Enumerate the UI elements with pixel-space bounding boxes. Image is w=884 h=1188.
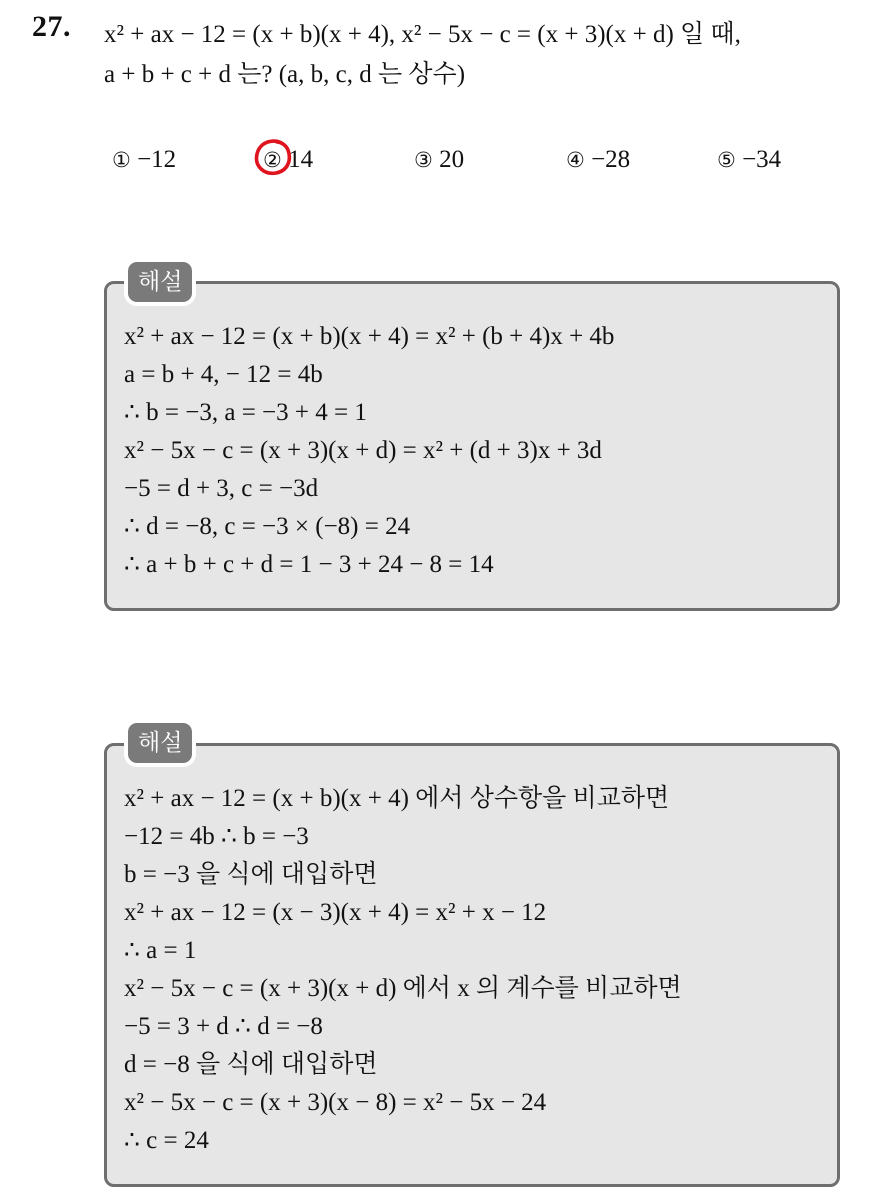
question-text-line-2: a + b + c + d 는? (a, b, c, d 는 상수) [104, 61, 466, 88]
choice-1-value: −12 [137, 146, 177, 173]
solution-2-line: d = −8 을 식에 대입하면 [124, 1051, 378, 1078]
solution-1-lines [124, 318, 614, 584]
choice-3[interactable] [414, 146, 464, 174]
choice-2-value: 14 [288, 146, 314, 173]
choice-4-value: −28 [591, 146, 631, 173]
solution-2-line: −5 = 3 + d ∴ d = −8 [124, 1013, 323, 1040]
solution-1-line: x² − 5x − c = (x + 3)(x + d) = x² + (d + 3)x + 3d [124, 437, 602, 464]
choice-2-mark: ② [263, 148, 282, 172]
choice-3-mark: ③ [414, 148, 433, 172]
solution-2-line: b = −3 을 식에 대입하면 [124, 861, 378, 888]
solution-2-lines [124, 780, 682, 1160]
choice-1[interactable] [112, 146, 176, 174]
choice-5[interactable] [717, 146, 781, 174]
solution-1-line: ∴ b = −3, a = −3 + 4 = 1 [124, 399, 367, 426]
solution-2-line: −12 = 4b ∴ b = −3 [124, 823, 309, 850]
choice-1-mark: ① [112, 148, 131, 172]
solution-2-line: ∴ c = 24 [124, 1127, 209, 1154]
solution-2-line: x² − 5x − c = (x + 3)(x − 8) = x² − 5x − 24 [124, 1089, 547, 1116]
solution-1-line: −5 = d + 3, c = −3d [124, 475, 319, 502]
choice-5-mark: ⑤ [717, 148, 736, 172]
choice-2[interactable] [263, 146, 313, 174]
solution-2-line: x² − 5x − c = (x + 3)(x + d) 에서 x 의 계수를 비교하면 [124, 975, 682, 1002]
question-text-line-1: x² + ax − 12 = (x + b)(x + 4), x² − 5x − c = (x + 3)(x + d) 일 때, [104, 21, 741, 48]
choice-4[interactable] [566, 146, 630, 174]
solution-2-line: ∴ a = 1 [124, 937, 197, 964]
question-number: 27. [32, 10, 71, 43]
solution-1-line: x² + ax − 12 = (x + b)(x + 4) = x² + (b + 4)x + 4b [124, 323, 615, 350]
solution-2-line: x² + ax − 12 = (x + b)(x + 4) 에서 상수항을 비교하면 [124, 785, 670, 812]
choice-5-value: −34 [742, 146, 782, 173]
answer-choices [0, 146, 884, 182]
solution-2-line: x² + ax − 12 = (x − 3)(x + 4) = x² + x − 12 [124, 899, 547, 926]
solution-tag-1: 해설 [128, 262, 192, 302]
choice-3-value: 20 [439, 146, 465, 173]
choice-4-mark: ④ [566, 148, 585, 172]
solution-1-line: ∴ d = −8, c = −3 × (−8) = 24 [124, 513, 411, 540]
solution-1-line: ∴ a + b + c + d = 1 − 3 + 24 − 8 = 14 [124, 551, 494, 578]
solution-tag-2: 해설 [128, 723, 192, 763]
solution-1-line: a = b + 4, − 12 = 4b [124, 361, 323, 388]
